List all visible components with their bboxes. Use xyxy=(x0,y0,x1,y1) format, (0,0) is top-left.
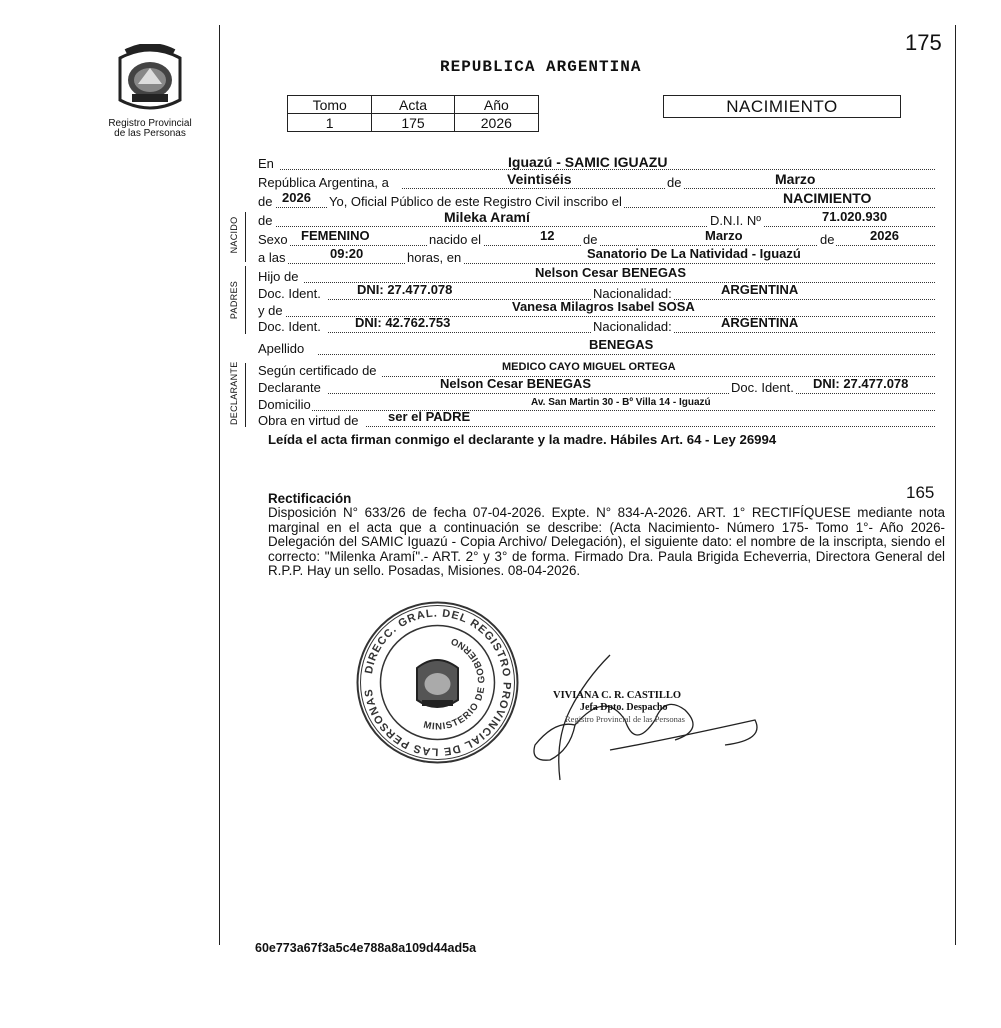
certificate-type-box: NACIMIENTO xyxy=(663,95,901,118)
father-nationality-label: Nacionalidad: xyxy=(593,286,672,301)
declarant-name: Nelson Cesar BENEGAS xyxy=(440,376,591,391)
logo-caption-line-1: Registro Provincial xyxy=(108,118,192,129)
mother-doc-label: Doc. Ident. xyxy=(258,319,321,334)
de-label-1: de xyxy=(667,175,682,190)
father-nationality: ARGENTINA xyxy=(721,282,799,297)
child-name: Mileka Aramí xyxy=(444,209,530,225)
birth-year: 2026 xyxy=(870,228,899,243)
registry-seal-icon xyxy=(112,44,188,114)
document-hash: 60e773a67f3a5c4e788a8a109d44ad5a xyxy=(255,941,477,955)
child-dni: 71.020.930 xyxy=(822,209,888,224)
section-divider-declarante xyxy=(245,363,246,427)
rectification-number: 165 xyxy=(906,483,935,502)
reason-leader xyxy=(366,426,935,427)
de-label-5: de xyxy=(820,232,835,247)
section-label-padres: PADRES xyxy=(229,280,239,320)
mother-name: Vanesa Milagros Isabel SOSA xyxy=(512,299,695,314)
father-doc-label: Doc. Ident. xyxy=(258,286,321,301)
registration-year: 2026 xyxy=(282,190,311,205)
obra-label: Obra en virtud de xyxy=(258,413,359,428)
surname-leader xyxy=(318,354,935,355)
time-leader xyxy=(288,263,935,264)
left-margin-line xyxy=(219,25,220,945)
stamp-seal-icon xyxy=(355,600,520,765)
declarant-reason: ser el PADRE xyxy=(388,409,471,424)
declarante-label: Declarante xyxy=(258,380,321,395)
registration-day: Veintiséis xyxy=(507,171,572,187)
birth-day: 12 xyxy=(540,228,555,243)
father-name: Nelson Cesar BENEGAS xyxy=(535,265,686,280)
declarant-doc-label: Doc. Ident. xyxy=(731,380,794,395)
medical-certificate: MEDICO CAYO MIGUEL ORTEGA xyxy=(502,361,676,373)
logo-caption-line-2: de las Personas xyxy=(114,128,186,139)
sexo-label: Sexo xyxy=(258,232,288,247)
declarant-leader xyxy=(328,393,935,394)
page-number: 175 xyxy=(905,30,942,55)
domicilio-label: Domicilio xyxy=(258,397,311,412)
mother-nationality: ARGENTINA xyxy=(721,315,799,330)
acta-header: Acta xyxy=(372,96,454,114)
stamp-inner-text: MINISTERIO DE GOBIERNO xyxy=(422,634,488,733)
dni-label: D.N.I. Nº xyxy=(710,213,761,228)
de-label-3: de xyxy=(258,213,273,228)
nacido-label: nacido el xyxy=(429,232,482,247)
surname: BENEGAS xyxy=(589,337,654,352)
mother-nationality-label: Nacionalidad: xyxy=(593,319,672,334)
hijo-label: Hijo de xyxy=(258,269,299,284)
republica-label: República Argentina, a xyxy=(258,175,389,190)
section-label-declarante: DECLARANTE xyxy=(229,361,239,425)
section-label-nacido: NACIDO xyxy=(229,216,239,254)
a-las-label: a las xyxy=(258,250,286,265)
mother-doc: DNI: 42.762.753 xyxy=(355,315,451,330)
name-leader xyxy=(276,226,935,227)
declarant-doc: DNI: 27.477.078 xyxy=(813,376,909,391)
anio-value: 2026 xyxy=(454,114,538,132)
section-divider-nacido xyxy=(245,212,246,262)
anio-header: Año xyxy=(454,96,538,114)
y-de-label: y de xyxy=(258,303,283,318)
signatory-name: VIVIANA C. R. CASTILLO xyxy=(553,690,682,701)
record-table xyxy=(287,95,539,132)
de-label-2: de xyxy=(258,194,273,209)
inscription-type: NACIMIENTO xyxy=(783,190,872,206)
child-sex: FEMENINO xyxy=(301,228,370,243)
horas-label: horas, en xyxy=(407,250,462,265)
de-label-4: de xyxy=(583,232,598,247)
birth-month: Marzo xyxy=(705,228,743,243)
tomo-value: 1 xyxy=(288,114,372,132)
acta-value: 175 xyxy=(372,114,454,132)
document-title: REPUBLICA ARGENTINA xyxy=(440,58,642,76)
birth-time: 09:20 xyxy=(330,246,364,261)
rectification-title: Rectificación xyxy=(268,491,352,506)
signatory-office: Registro Provincial de las Personas xyxy=(565,714,685,724)
tomo-header: Tomo xyxy=(288,96,372,114)
registration-month: Marzo xyxy=(775,171,816,187)
apellido-label: Apellido xyxy=(258,341,305,356)
segun-label: Según certificado de xyxy=(258,363,377,378)
right-margin-line xyxy=(955,25,956,945)
declarant-address: Av. San Martin 30 - Bº Villa 14 - Iguazú xyxy=(531,397,711,408)
stamp-outer-text: DIRECC. GRAL. DEL REGISTRO PROVINCIAL DE LAS PERSONAS xyxy=(362,607,513,758)
father-doc: DNI: 27.477.078 xyxy=(357,282,453,297)
registry-logo xyxy=(112,44,188,114)
en-label: En xyxy=(258,156,274,171)
registration-place: Iguazú - SAMIC IGUAZU xyxy=(508,154,668,170)
rectification-body: Disposición N° 633/26 de fecha 07-04-2026. Expte. N° 834-A-2026. ART. 1° RECTIFÍQUESE mediante nota marginal en el acta que a continuación se describe: (Acta Nacimiento- Número 175- Tomo 1°- Año 2026- Delegación del SAMIC Iguazú - Copia Archivo/ Delegación), el siguiente dato: el nombre de la inscripta, siendo el correcto: "Milenka Aramí".- ART. 2° y 3° de forma. Firmado Dra. Paula Brigida Echeverria, Directora General del R.P.P. Hay un sello. Posadas, Misiones. 08-04-2026. xyxy=(268,505,945,578)
closing-note: Leída el acta firman conmigo el declarante y la madre. Hábiles Art. 64 - Ley 26994 xyxy=(268,432,777,447)
section-divider-padres xyxy=(245,266,246,334)
signatory-role: Jefa Dpto. Despacho xyxy=(580,702,668,713)
official-stamp xyxy=(355,600,520,765)
officer-text: Yo, Oficial Público de este Registro Civil inscribo el xyxy=(329,194,622,209)
birth-place: Sanatorio De La Natividad - Iguazú xyxy=(587,246,801,261)
